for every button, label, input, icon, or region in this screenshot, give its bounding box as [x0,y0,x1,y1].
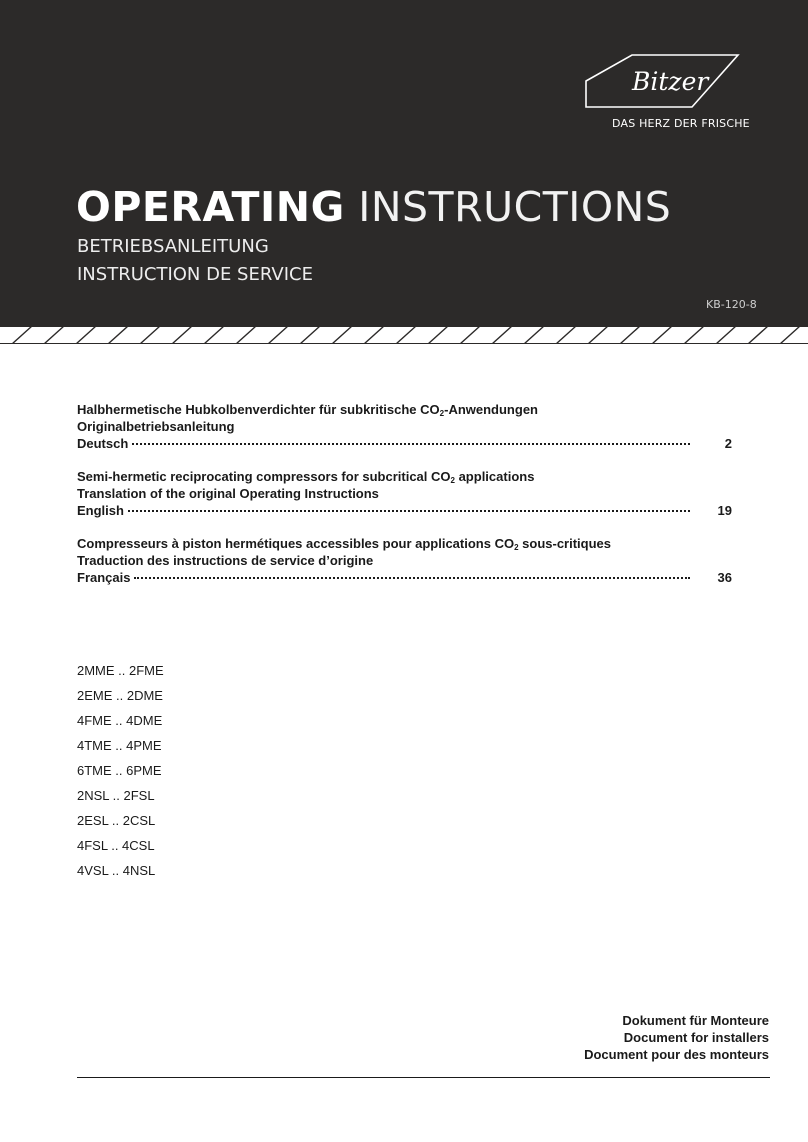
stripe-line [332,326,352,344]
toc-language-row [77,435,732,452]
title-bold: OPERATING [76,183,345,231]
stripe-line [12,326,32,344]
page-title [76,183,671,231]
dot-leader [132,443,690,445]
diagonal-stripe-band [0,322,808,344]
model-range: 2EME .. 2DME [77,688,163,703]
toc-language: Deutsch [77,436,129,451]
model-range: 2NSL .. 2FSL [77,788,155,803]
model-range: 2MME .. 2FME [77,663,164,678]
stripe-line [396,326,416,344]
toc-language: Français [77,570,131,585]
table-of-contents [77,401,732,602]
logo-wordmark: Bitzer [632,67,709,96]
toc-language-row [77,569,732,586]
toc-language-row [77,502,732,519]
toc-heading: Semi-hermetic reciprocating compressors for subcritical $CO_2$ applications [77,469,535,485]
toc-page-number: 19 [717,503,732,518]
toc-heading: Halbhermetische Hubkolbenverdichter für subkritische $CO_2$-Anwendungen [77,402,538,418]
toc-language: English [77,503,124,518]
brand-tagline: DAS HERZ DER FRISCHE [612,117,750,130]
stripe-line [204,326,224,344]
stripe-line [140,326,160,344]
stripe-line [716,326,736,344]
stripe-line [300,326,320,344]
stripe-line [748,326,768,344]
toc-entry-german[interactable] [77,401,732,452]
model-range: 4FSL .. 4CSL [77,838,155,853]
stripe-line [492,326,512,344]
toc-page-number: 2 [724,436,732,451]
stripe-line [76,326,96,344]
stripe-line [268,326,288,344]
stripe-line [652,326,672,344]
model-range: 4TME .. 4PME [77,738,162,753]
subtitle-german: BETRIEBSANLEITUNG [77,236,269,257]
stripe-line [556,326,576,344]
toc-subheading: Originalbetriebsanleitung [77,419,235,434]
toc-subheading: Translation of the original Operating Instructions [77,486,379,501]
audience-french: Document pour des monteurs [584,1047,769,1062]
footer-rule [77,1077,770,1078]
title-light: INSTRUCTIONS [358,183,672,231]
stripe-line [364,326,384,344]
stripe-line [236,326,256,344]
stripe-line [524,326,544,344]
toc-heading: Compresseurs à piston hermétiques accessibles pour applications $CO_2$ sous-critiques [77,536,612,552]
stripe-line [172,326,192,344]
stripe-line [44,326,64,344]
model-range: 4VSL .. 4NSL [77,863,156,878]
model-list [77,663,164,888]
toc-entry-english[interactable] [77,468,732,519]
dot-leader [134,577,690,579]
toc-entry-french[interactable] [77,535,732,586]
stripe-line [684,326,704,344]
stripe-line [780,326,800,344]
model-range: 6TME .. 6PME [77,763,162,778]
toc-subheading: Traduction des instructions de service d’origine [77,553,374,568]
bitzer-logo [584,52,740,110]
toc-page-number: 36 [717,570,732,585]
stripe-line [428,326,448,344]
stripe-line [460,326,480,344]
audience-note [584,1012,769,1063]
model-range: 2ESL .. 2CSL [77,813,156,828]
cover-header [0,0,808,327]
stripe-line [588,326,608,344]
dot-leader [128,510,690,512]
subtitle-french: INSTRUCTION DE SERVICE [77,264,313,285]
audience-german: Dokument für Monteure [622,1013,769,1028]
stripe-line [620,326,640,344]
model-range: 4FME .. 4DME [77,713,163,728]
stripe-line [108,326,128,344]
audience-english: Document for installers [623,1030,769,1045]
document-number: KB-120-8 [706,298,757,311]
